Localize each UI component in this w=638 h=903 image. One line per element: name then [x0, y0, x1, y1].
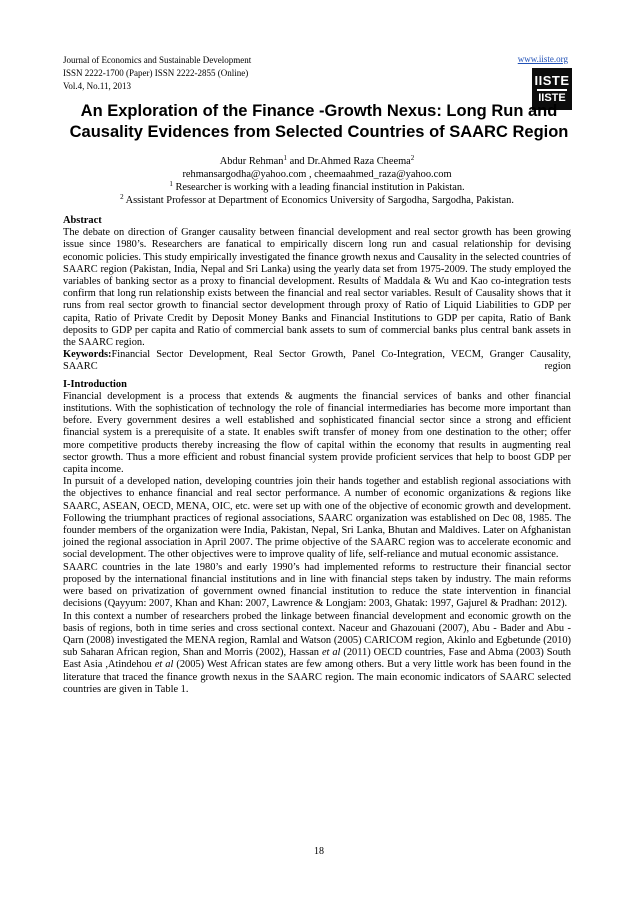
affiliation-1-text: Researcher is working with a leading financial institution in Pakistan. — [172, 182, 465, 193]
author-1: Abdur Rehman — [219, 156, 284, 167]
affiliation-2-mark: 2 — [120, 193, 124, 201]
journal-issn: ISSN 2222-1700 (Paper) ISSN 2222-2855 (Online) — [63, 68, 249, 78]
affiliation-1-mark: 1 — [169, 180, 173, 188]
keywords-text: Financial Sector Development, Real Sector Growth, Panel Co-Integration, VECM, Granger Causality, SAARC region — [63, 349, 571, 373]
logo-text-bottom: IISTE — [538, 92, 566, 104]
journal-name: Journal of Economics and Sustainable Development — [63, 55, 252, 65]
abstract-heading: Abstract — [63, 215, 102, 226]
keywords — [63, 349, 571, 373]
affiliation-2-text: Assistant Professor at Department of Economics University of Sargodha, Sargodha, Pakistan. — [123, 195, 514, 206]
affiliation-2 — [63, 194, 571, 207]
title-line-1: An Exploration of the Finance -Growth Nexus: Long Run and — [80, 102, 558, 120]
logo-divider — [537, 89, 567, 91]
abstract-text: The debate on direction of Granger causality between financial development and real sector growth has been growing issue since 1980’s. Researchers are fanatical to empirically discern long run and casual relationship for devising economic policies. This study empirically investigated the finance growth nexus and Causality in the selected countries of SAARC region (Pakistan, India, Nepal and Sri Lanka) using the yearly data set from 1975-2009. The study employed the variables of banking sector as a proxy to financial development. Results of Maddala & Wu and Kao co-integration tests confirm that long run relationship exists between the financial and real sector variables. Result of Causality shows that it runs from real sector growth to financial sector development through proxy of Ratio of Liquid Liabilities to GDP per capita, Ratio of Private Credit by Deposit Money Banks and Financial Institutions to GDP per capita, Ratio of Bank deposits to GDP per capita and Ratio of commercial bank assets to sum of commercial banks plus central bank assets in the SAARC region. — [63, 227, 571, 349]
author-1-mark: 1 — [283, 154, 287, 162]
page-number: 18 — [314, 846, 324, 857]
intro-p4-part-b: (2011) OECD countries, Fase and Abma (2003) South East Asia ,Atindehou — [63, 647, 571, 671]
author-2: and Dr.Ahmed Raza Cheema — [287, 156, 411, 167]
et-al-2: et al — [154, 659, 174, 671]
introduction-heading: I-Introduction — [63, 378, 127, 390]
journal-volume: Vol.4, No.11, 2013 — [63, 81, 132, 91]
intro-paragraph-2: In pursuit of a developed nation, developing countries join their hands together and establish regional associations with the objectives to enhance financial and real sector performance. A number of economic organizations & regions like SAARC, ASEAN, OECD, MENA, OIC, etc. were set up with one of the objective of economic growth and development. Following the triumphant practices of regional associations, SAARC organization was established on Dec 08, 1985. The founder members of the organization were India, Pakistan, Nepal, Sri Lanka, Bhutan and Maldives. Later on Afghanistan joined the regional association in April 2007. The prime objective of the SAARC region was to accelerate economic and social development. The other objectives were to improve quality of life, self-reliance and mutual economic assistance. — [63, 476, 571, 561]
intro-paragraph-3: SAARC countries in the late 1980’s and early 1990’s had implemented reforms to restructure their financial sector proposed by the international financial institutions and in line with financial steps taken by industry. The main reforms were based on privatization of government owned financial institution to reduce the state intervention in financial decisions (Qayyum: 2007, Khan and Khan: 2007, Lawrence & Longjam: 2003, Ghatak: 1997, Gajurel & Pradhan: 2012). — [63, 561, 571, 610]
journal-website-link[interactable]: www.iiste.org — [517, 54, 568, 64]
paper-title — [60, 101, 578, 143]
intro-paragraph-1: Financial development is a process that extends & augments the financial services of banks and other financial institutions. With the sophistication of technology the role of financial intermediaries has become more important than before. Every government desires a well established and sophisticated financial sector since a strong and efficient financial system is a prerequisite of a state. It enables swift transfer of money from one destination to the other; offer more competitive products thereby increasing the flow of capital within the economy that results in augmenting real sector growth. Thus a more efficient and robust financial system provide proficient services that help to boost GDP per capita income. — [63, 390, 571, 476]
title-line-2: Causality Evidences from Selected Countries of SAARC Region — [69, 123, 569, 141]
intro-p4-part-c: (2005) West African states are few among others. But a very little work has been found in the literature that traced the finance growth nexus in the SAARC region. The main economic indicators of SAARC selected countries are given in Table 1. — [63, 659, 572, 695]
intro-paragraph-4 — [63, 611, 571, 696]
keywords-label: Keywords: — [63, 349, 112, 361]
author-2-mark: 2 — [410, 154, 415, 162]
authors-line — [63, 155, 571, 168]
affiliation-1 — [63, 181, 571, 194]
paper-body — [63, 215, 571, 696]
intro-p4-part-a: In this context a number of researchers probed the linkage between financial development and economic growth on the basis of regions, both in time series and cross sectional context. Naceur and Ghazouani (2007), Abu - Bader and Abu -Qarn (2008) investigated the MENA region, Ramlal and Watson (2005) CARICOM region, Akinlo and Egbetunde (2010) sub Saharan African region, Shan and Morris (2002), Hassan — [63, 610, 571, 659]
author-emails: rehmansargodha@yahoo.com , cheemaahmed_raza@yahoo.com — [182, 169, 452, 180]
et-al-1: et al — [321, 647, 341, 659]
logo-text-top: IISTE — [534, 73, 570, 88]
